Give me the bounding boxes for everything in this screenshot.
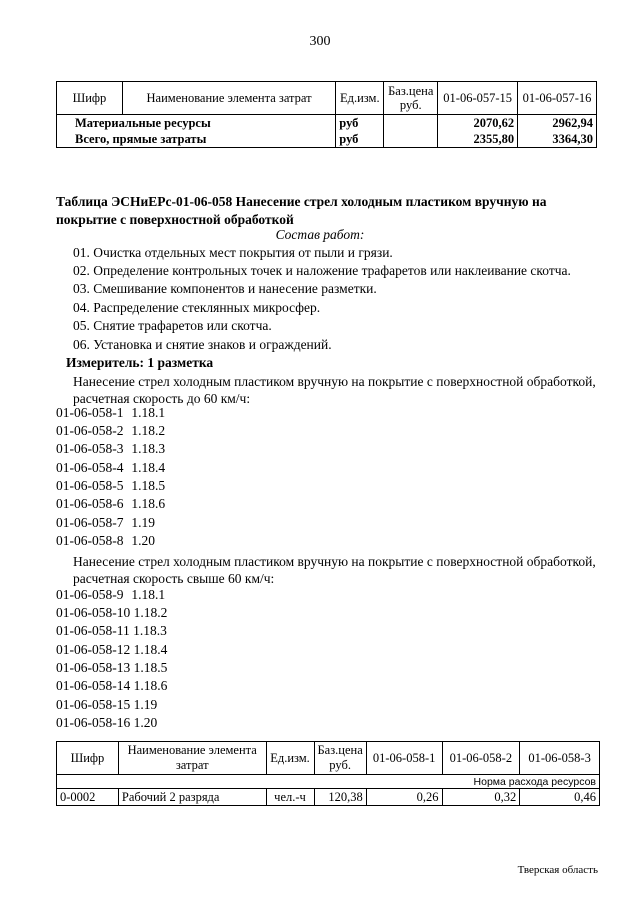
header-price: Баз.цена руб. — [384, 82, 438, 115]
code-line — [56, 587, 165, 603]
code-line — [56, 605, 167, 621]
header-name: Наименование элемента затрат — [122, 82, 335, 115]
code-ref: 1.18.5 — [133, 660, 168, 675]
code-line — [56, 697, 157, 713]
measure-unit: Измеритель: 1 разметка — [66, 355, 214, 370]
code-ref: 1.18.1 — [131, 587, 166, 602]
table-row — [57, 131, 597, 148]
code: 01-06-058-10 — [56, 605, 131, 620]
resource-table-058 — [56, 741, 600, 806]
code-line — [56, 533, 155, 549]
row-value-1: 2355,80 — [438, 131, 518, 148]
header-price: Баз.цена руб. — [314, 742, 366, 775]
code: 01-06-058-3 — [56, 441, 124, 456]
code: 01-06-058-12 — [56, 642, 131, 657]
code: 01-06-058-16 — [56, 715, 131, 730]
code-line — [56, 515, 155, 531]
code-line — [56, 623, 167, 639]
code-line — [56, 405, 165, 421]
table-header-row — [57, 82, 597, 115]
work-item: 01. Очистка отдельных мест покрытия от пыли и грязи. — [73, 245, 393, 260]
code: 01-06-058-2 — [56, 423, 124, 438]
code-ref: 1.19 — [133, 697, 158, 712]
row-value-1: 2070,62 — [438, 115, 518, 132]
header-col1: 01-06-058-1 — [366, 742, 442, 775]
table-title: Таблица ЭСНиЕРс-01-06-058 Нанесение стрел холодным пластиком вручную на покрытие с поверхностной обработкой — [56, 194, 547, 227]
header-unit: Ед.изм. — [266, 742, 314, 775]
work-item: 04. Распределение стеклянных микросфер. — [73, 300, 321, 315]
norm-label: Норма расхода ресурсов — [57, 775, 600, 789]
row-code: 0-0002 — [57, 789, 119, 806]
work-item: 03. Смешивание компонентов и нанесение разметки. — [73, 281, 377, 296]
code: 01-06-058-13 — [56, 660, 131, 675]
row-unit: руб — [336, 131, 384, 148]
code-ref: 1.18.2 — [133, 605, 168, 620]
code-ref: 1.18.5 — [131, 478, 166, 493]
row-name: Рабочий 2 разряда — [118, 789, 266, 806]
row-name: Материальные ресурсы — [57, 115, 336, 132]
row-unit: чел.-ч — [266, 789, 314, 806]
code: 01-06-058-5 — [56, 478, 124, 493]
row-value-1: 0,26 — [366, 789, 442, 806]
code-line — [56, 460, 165, 476]
work-item: 02. Определение контрольных точек и наложение трафаретов или наклеивание скотча. — [73, 263, 571, 278]
code-ref: 1.18.3 — [131, 441, 166, 456]
code-line — [56, 423, 165, 439]
row-name: Всего, прямые затраты — [57, 131, 336, 148]
page-number: 300 — [309, 34, 331, 49]
code: 01-06-058-9 — [56, 587, 124, 602]
code: 01-06-058-4 — [56, 460, 124, 475]
code-ref: 1.18.1 — [131, 405, 166, 420]
work-item: 06. Установка и снятие знаков и ограждений. — [73, 337, 332, 352]
group1-description: Нанесение стрел холодным пластиком вручную на покрытие с поверхностной обработкой, расчетная скорость до 60 км/ч: — [73, 374, 596, 406]
row-value-3: 0,46 — [520, 789, 600, 806]
code: 01-06-058-6 — [56, 496, 124, 511]
code-line — [56, 660, 167, 676]
header-code: Шифр — [57, 742, 119, 775]
table-header-row — [57, 742, 600, 775]
header-code: Шифр — [57, 82, 123, 115]
code-line — [56, 715, 157, 731]
code: 01-06-058-15 — [56, 697, 131, 712]
code-ref: 1.18.3 — [133, 623, 167, 638]
table-row — [57, 115, 597, 132]
code: 01-06-058-11 — [56, 623, 130, 638]
code-line — [56, 642, 167, 658]
row-price: 120,38 — [314, 789, 366, 806]
row-value-2: 0,32 — [442, 789, 520, 806]
code-line — [56, 496, 165, 512]
composition-heading: Состав работ: — [275, 227, 365, 242]
header-unit: Ед.изм. — [336, 82, 384, 115]
code-ref: 1.20 — [133, 715, 158, 730]
header-col2: 01-06-058-2 — [442, 742, 520, 775]
code-ref: 1.19 — [131, 515, 155, 530]
code-ref: 1.18.6 — [131, 496, 166, 511]
code: 01-06-058-8 — [56, 533, 124, 548]
header-col1: 01-06-057-15 — [438, 82, 518, 115]
code-ref: 1.20 — [131, 533, 155, 548]
code-ref: 1.18.2 — [131, 423, 166, 438]
group2-description: Нанесение стрел холодным пластиком вручную на покрытие с поверхностной обработкой, расчетная скорость свыше 60 км/ч: — [73, 554, 596, 586]
work-item: 05. Снятие трафаретов или скотча. — [73, 318, 272, 333]
norm-row — [57, 775, 600, 789]
code: 01-06-058-1 — [56, 405, 124, 420]
code-line — [56, 441, 165, 457]
cost-table-057 — [56, 81, 597, 148]
code-ref: 1.18.6 — [133, 678, 168, 693]
code: 01-06-058-7 — [56, 515, 124, 530]
row-value-2: 3364,30 — [518, 131, 597, 148]
table-row — [57, 789, 600, 806]
header-name: Наименование элемента затрат — [118, 742, 266, 775]
row-unit: руб — [336, 115, 384, 132]
code-line — [56, 478, 165, 494]
code-line — [56, 678, 167, 694]
code: 01-06-058-14 — [56, 678, 131, 693]
header-col2: 01-06-057-16 — [518, 82, 597, 115]
code-ref: 1.18.4 — [131, 460, 166, 475]
code-ref: 1.18.4 — [133, 642, 168, 657]
header-col3: 01-06-058-3 — [520, 742, 600, 775]
region-footer: Тверская область — [517, 864, 598, 876]
row-value-2: 2962,94 — [518, 115, 597, 132]
